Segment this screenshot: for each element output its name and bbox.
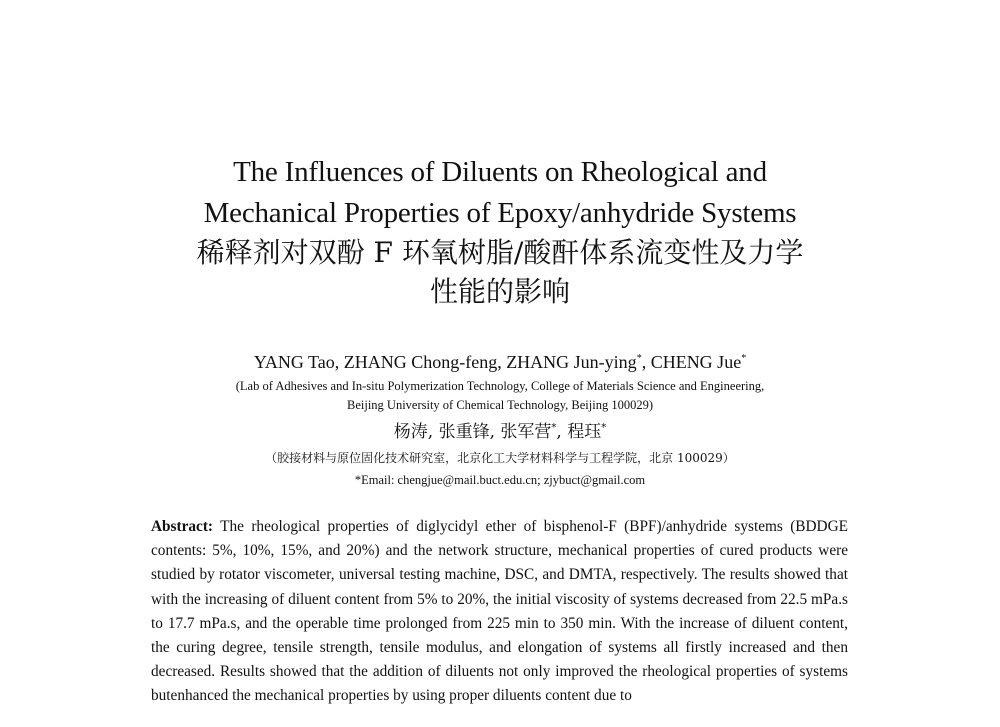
abstract xyxy=(151,515,848,709)
title-zh-line-1: 稀释剂对双酚 F 环氧树脂/酸酐体系流变性及力学 xyxy=(196,236,804,269)
abstract-label: Abstract: xyxy=(151,518,214,535)
abstract-text: The rheological properties of diglycidyl ether of bisphenol-F (BPF)/anhydride systems (BDDGE contents: 5%, 10%, 15%, and 20%) and the network structure, mechanical properties of cured products were studied by rotator viscometer, universal testing machine, DSC, and DMTA, respectively. The results showed that with the increasing of diluent content from 5% to 20%, the initial viscosity of systems decreased from 22.5 mPa.s to 17.7 mPa.s, and the operable time prolonged from 225 min to 350 min. With the increase of diluent content, the curing degree, tensile strength, tensile modulus, and elongation of systems all firstly increased and then decreased. Results showed that the addition of diluents not only improved the rheological properties of systems butenhanced the mechanical properties by using proper diluents content due to xyxy=(151,518,848,705)
affiliation-en xyxy=(0,377,1000,415)
paper-title xyxy=(0,152,1000,312)
corresponding-email: *Email: chengjue@mail.buct.edu.cn; zjybuct@gmail.com xyxy=(354,473,646,487)
affiliation-en-line-1: (Lab of Adhesives and In-situ Polymerization Technology, College of Materials Science and Engineering, xyxy=(235,379,765,393)
authors-en: YANG Tao, ZHANG Chong-feng, ZHANG Jun-ying*, CHENG Jue* xyxy=(253,352,747,372)
corresponding-author-mark: * xyxy=(601,422,607,434)
corresponding-author-mark: * xyxy=(636,353,642,364)
affiliation-zh: （胶接材料与原位固化技术研究室，北京化工大学材料科学与工程学院，北京 100029） xyxy=(265,451,735,465)
title-en-line-1: The Influences of Diluents on Rheological and xyxy=(233,156,767,188)
title-zh-line-2: 性能的影响 xyxy=(429,275,570,308)
corresponding-author-mark: * xyxy=(551,422,557,434)
corresponding-author-mark: * xyxy=(741,353,747,364)
affiliation-en-line-2: Beijing University of Chemical Technology, Beijing 100029) xyxy=(346,398,654,412)
title-en-line-2: Mechanical Properties of Epoxy/anhydride Systems xyxy=(203,197,797,229)
authors-zh: 杨涛, 张重锋, 张军营*, 程珏* xyxy=(393,422,607,442)
